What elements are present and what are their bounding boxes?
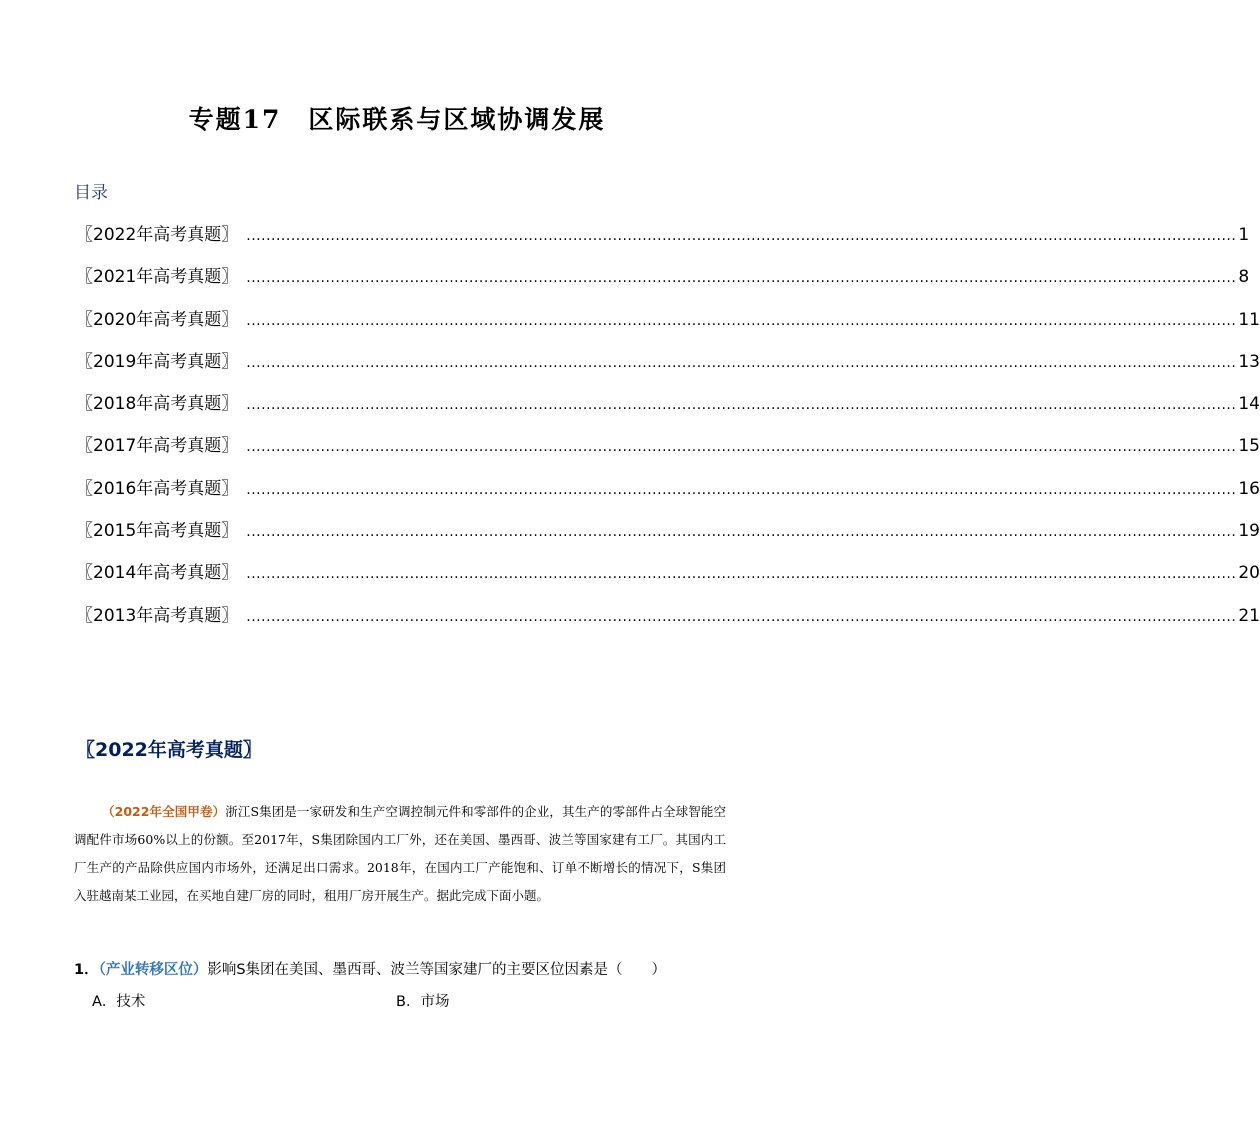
toc-leader-dots: ........................................................................................................................................................................................................ xyxy=(246,524,1237,541)
toc-item[interactable] xyxy=(76,431,1260,473)
toc-leader-dots: ........................................................................................................................................................................................................ xyxy=(246,354,1237,371)
toc-leader-dots: ........................................................................................................................................................................................................ xyxy=(246,312,1237,329)
toc-leader-dots: ........................................................................................................................................................................................................ xyxy=(246,397,1237,414)
toc-heading: 目录 xyxy=(74,183,108,203)
question-tag: （产业转移区位） xyxy=(98,962,208,978)
toc-item[interactable] xyxy=(76,262,1250,304)
toc-item-page: 13 xyxy=(1238,351,1260,372)
page-title: 专题17 区际联系与区域协调发展 xyxy=(188,105,606,134)
toc-item-label: 〖2013年高考真题〗 xyxy=(76,605,239,626)
toc-item-label: 〖2018年高考真题〗 xyxy=(76,394,239,415)
toc-item[interactable] xyxy=(76,389,1260,431)
toc-item-page: 1 xyxy=(1238,225,1250,245)
toc-item-label: 〖2015年高考真题〗 xyxy=(76,521,239,542)
toc-item[interactable] xyxy=(76,347,1260,389)
toc-item-page: 16 xyxy=(1238,478,1260,499)
option-key: B． xyxy=(396,994,421,1010)
option-a[interactable] xyxy=(92,990,145,1011)
option-key: A． xyxy=(92,994,117,1010)
toc-item[interactable] xyxy=(76,220,1250,262)
toc-item-page: 8 xyxy=(1238,267,1250,288)
passage-source: （2022年全国甲卷） xyxy=(102,804,226,819)
passage-text: 浙江S集团是一家研发和生产空调控制元件和零部件的企业，其生产的零部件占全球智能空调配件市场60%以上的份额。至2017年，S集团除国内工厂外，还在美国、墨西哥、波兰等国家建有工厂。其国内工厂生产的产品除供应国内市场外，还满足出口需求。2018年，在国内工厂产能饱和、订单不断增长的情况下，S集团入驻越南某工业园，在买地自建厂房的同时，租用厂房开展生产。据此完成下面小题。 xyxy=(74,804,726,903)
toc-item[interactable] xyxy=(76,305,1260,347)
toc-leader-dots: ........................................................................................................................................................................................................ xyxy=(246,270,1237,287)
toc-item-page: 11 xyxy=(1238,309,1260,330)
toc-item-label: 〖2017年高考真题〗 xyxy=(76,436,239,457)
table-of-contents xyxy=(76,220,1260,643)
option-text: 技术 xyxy=(116,994,146,1010)
toc-item-label: 〖2021年高考真题〗 xyxy=(76,267,239,288)
toc-item-label: 〖2022年高考真题〗 xyxy=(76,225,239,245)
toc-item[interactable] xyxy=(76,558,1260,600)
option-text: 市场 xyxy=(420,994,450,1010)
toc-item[interactable] xyxy=(76,516,1260,558)
toc-item-page: 15 xyxy=(1238,436,1260,457)
toc-leader-dots: ........................................................................................................................................................................................................ xyxy=(246,481,1237,498)
question-1 xyxy=(74,958,726,979)
option-b[interactable] xyxy=(396,990,449,1011)
question-passage xyxy=(74,798,726,910)
toc-leader-dots: ........................................................................................................................................................................................................ xyxy=(246,439,1237,456)
toc-leader-dots: ........................................................................................................................................................................................................ xyxy=(246,566,1237,583)
question-number: 1． xyxy=(74,962,99,978)
toc-item-page: 20 xyxy=(1238,563,1260,584)
toc-item-label: 〖2016年高考真题〗 xyxy=(76,478,239,499)
toc-item[interactable] xyxy=(76,601,1260,643)
toc-item-label: 〖2014年高考真题〗 xyxy=(76,563,239,584)
toc-item[interactable] xyxy=(76,474,1260,516)
toc-item-page: 21 xyxy=(1238,605,1260,626)
section-heading: 〖2022年高考真题〗 xyxy=(76,739,262,761)
toc-item-label: 〖2019年高考真题〗 xyxy=(76,351,239,372)
toc-item-page: 19 xyxy=(1238,521,1260,542)
question-text: 影响S集团在美国、墨西哥、波兰等国家建厂的主要区位因素是（ ） xyxy=(207,962,667,978)
toc-leader-dots: ........................................................................................................................................................................................................ xyxy=(246,608,1237,625)
toc-item-label: 〖2020年高考真题〗 xyxy=(76,309,239,330)
toc-leader-dots: ........................................................................................................................................................................................................ xyxy=(246,228,1237,244)
toc-item-page: 14 xyxy=(1238,394,1260,415)
